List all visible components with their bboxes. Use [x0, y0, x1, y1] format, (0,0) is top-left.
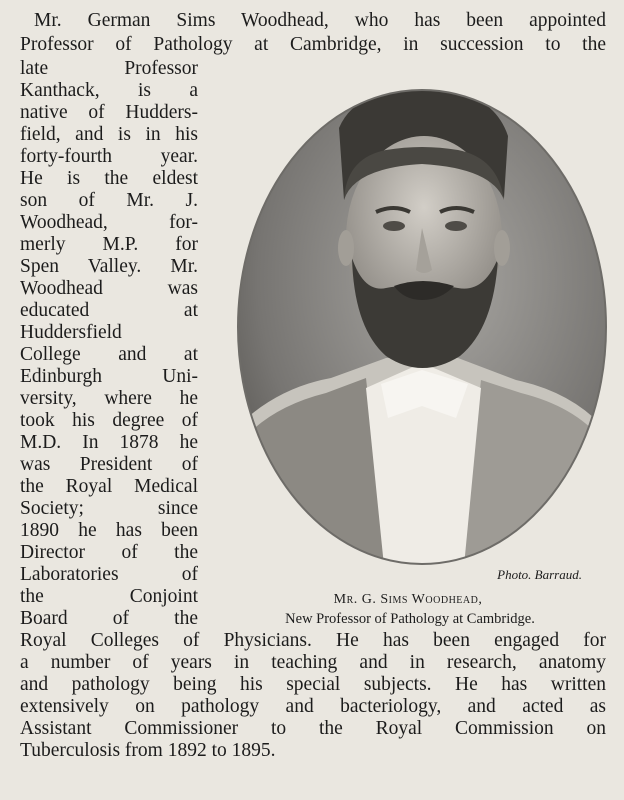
- article-line-left-23: Director of the: [20, 542, 198, 563]
- article-line-left-18: M.D. In 1878 he: [20, 432, 198, 453]
- article-line-left-1: late Professor: [20, 58, 198, 79]
- article-line-left-7: son of Mr. J.: [20, 190, 198, 211]
- article-line-left-25: the Conjoint: [20, 586, 198, 607]
- article-line-left-2: Kanthack, is a: [20, 80, 198, 101]
- photo-credit: Photo. Barraud.: [497, 567, 582, 582]
- article-line-left-6: He is the eldest: [20, 168, 198, 189]
- article-line-left-26: Board of the: [20, 608, 198, 629]
- portrait-photo: [236, 88, 608, 566]
- article-line-bottom-6: Tuberculosis from 1892 to 1895.: [20, 740, 276, 761]
- caption-title: New Professor of Pathology at Cambridge.: [285, 611, 535, 627]
- caption-name: Mr. G. Sims Woodhead,: [333, 592, 483, 607]
- portrait-illustration: [236, 88, 608, 566]
- article-line-left-14: College and at: [20, 344, 198, 365]
- article-line-bottom-1: Royal Colleges of Physicians. He has been engaged for: [20, 630, 606, 651]
- article-line-left-12: educated at: [20, 300, 198, 321]
- article-line-left-24: Laboratories of: [20, 564, 198, 585]
- article-line-left-15: Edinburgh Uni-: [20, 366, 198, 387]
- article-line-left-16: versity, where he: [20, 388, 198, 409]
- article-line-left-4: field, and is in his: [20, 124, 198, 145]
- article-line-top-2: Professor of Pathology at Cambridge, in succession to the: [20, 34, 606, 55]
- article-line-top-1: Mr. German Sims Woodhead, who has been appointed: [34, 10, 606, 31]
- article-line-left-11: Woodhead was: [20, 278, 198, 299]
- article-line-left-5: forty-fourth year.: [20, 146, 198, 167]
- article-line-left-3: native of Hudders-: [20, 102, 198, 123]
- article-line-bottom-2: a number of years in teaching and in research, anatomy: [20, 652, 606, 673]
- article-line-left-10: Spen Valley. Mr.: [20, 256, 198, 277]
- article-line-left-21: Society; since: [20, 498, 198, 519]
- article-line-bottom-5: Assistant Commissioner to the Royal Commission on: [20, 718, 606, 739]
- article-line-bottom-4: extensively on pathology and bacteriology, and acted as: [20, 696, 606, 717]
- article-line-left-22: 1890 he has been: [20, 520, 198, 541]
- article-line-left-19: was President of: [20, 454, 198, 475]
- article-line-left-13: Huddersfield: [20, 322, 122, 343]
- article-line-bottom-3: and pathology being his special subjects. He has written: [20, 674, 606, 695]
- article-line-left-8: Woodhead, for-: [20, 212, 198, 233]
- article-line-left-20: the Royal Medical: [20, 476, 198, 497]
- article-line-left-17: took his degree of: [20, 410, 198, 431]
- article-line-left-9: merly M.P. for: [20, 234, 198, 255]
